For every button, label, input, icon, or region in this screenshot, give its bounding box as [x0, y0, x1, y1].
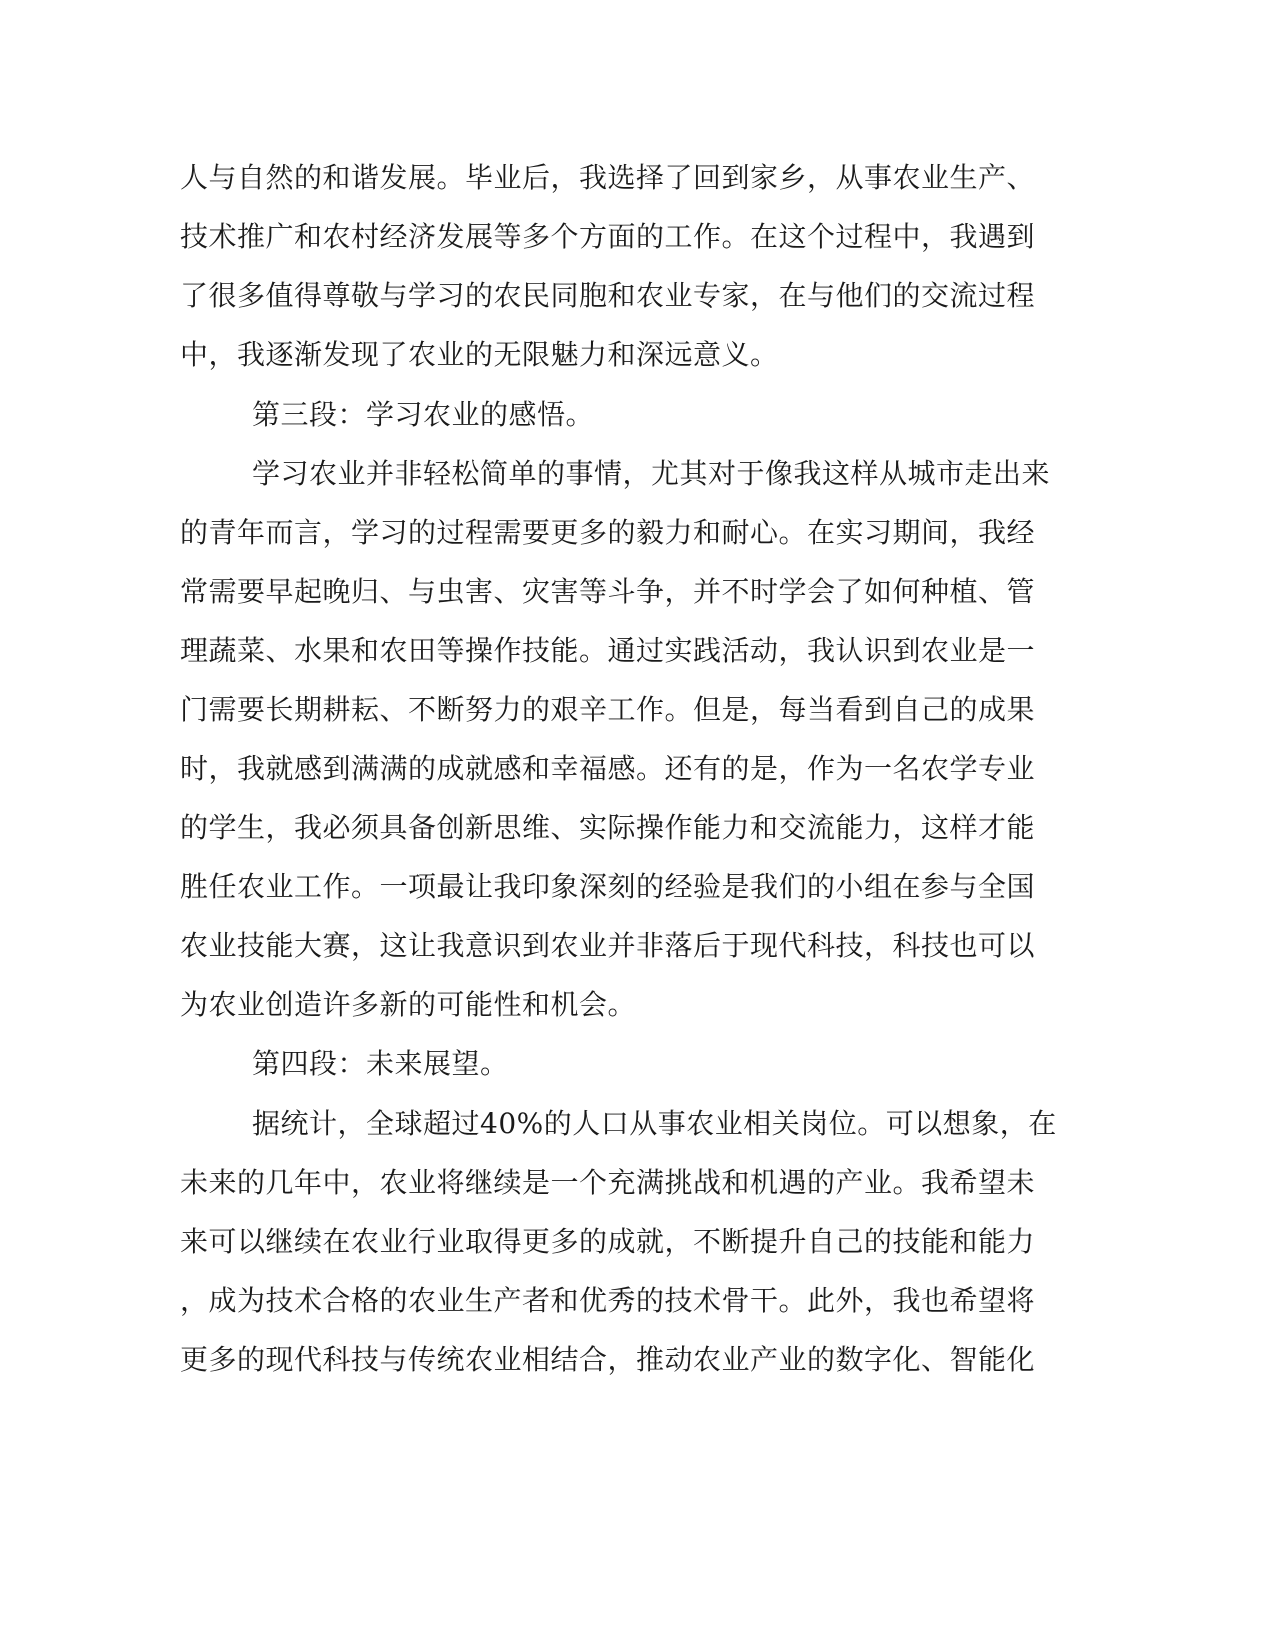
text-line: 的青年而言，学习的过程需要更多的毅力和耐心。在实习期间，我经 [180, 516, 1036, 549]
text-line: 了很多值得尊敬与学习的农民同胞和农业专家，在与他们的交流过程 [180, 279, 1036, 312]
text-line: 门需要长期耕耘、不断努力的艰辛工作。但是，每当看到自己的成果 [180, 693, 1036, 726]
text-line: 为农业创造许多新的可能性和机会。 [180, 988, 637, 1021]
text-line: 时，我就感到满满的成就感和幸福感。还有的是，作为一名农学专业 [180, 752, 1036, 785]
text-line: ，成为技术合格的农业生产者和优秀的技术骨干。此外，我也希望将 [180, 1284, 1036, 1317]
text-line: 常需要早起晚归、与虫害、灾害等斗争，并不时学会了如何种植、管 [180, 575, 1036, 608]
text-line: 技术推广和农村经济发展等多个方面的工作。在这个过程中，我遇到 [180, 220, 1036, 253]
section-heading-4: 第四段：未来展望。 [252, 1047, 509, 1080]
section-heading-3: 第三段：学习农业的感悟。 [252, 398, 595, 431]
text-line: 据统计，全球超过40%的人口从事农业相关岗位。可以想象，在 [252, 1107, 1057, 1140]
text-line: 来可以继续在农业行业取得更多的成就，不断提升自己的技能和能力 [180, 1225, 1036, 1258]
text-line: 的学生，我必须具备创新思维、实际操作能力和交流能力，这样才能 [180, 811, 1036, 844]
text-line: 人与自然的和谐发展。毕业后，我选择了回到家乡，从事农业生产、 [180, 161, 1036, 194]
text-line: 中，我逐渐发现了农业的无限魅力和深远意义。 [180, 338, 779, 371]
text-line: 更多的现代科技与传统农业相结合，推动农业产业的数字化、智能化 [180, 1343, 1036, 1376]
text-line: 学习农业并非轻松简单的事情，尤其对于像我这样从城市走出来 [252, 457, 1051, 490]
text-line: 农业技能大赛，这让我意识到农业并非落后于现代科技，科技也可以 [180, 929, 1036, 962]
text-line: 理蔬菜、水果和农田等操作技能。通过实践活动，我认识到农业是一 [180, 634, 1036, 667]
text-line: 未来的几年中，农业将继续是一个充满挑战和机遇的产业。我希望未 [180, 1166, 1036, 1199]
text-line: 胜任农业工作。一项最让我印象深刻的经验是我们的小组在参与全国 [180, 870, 1036, 903]
